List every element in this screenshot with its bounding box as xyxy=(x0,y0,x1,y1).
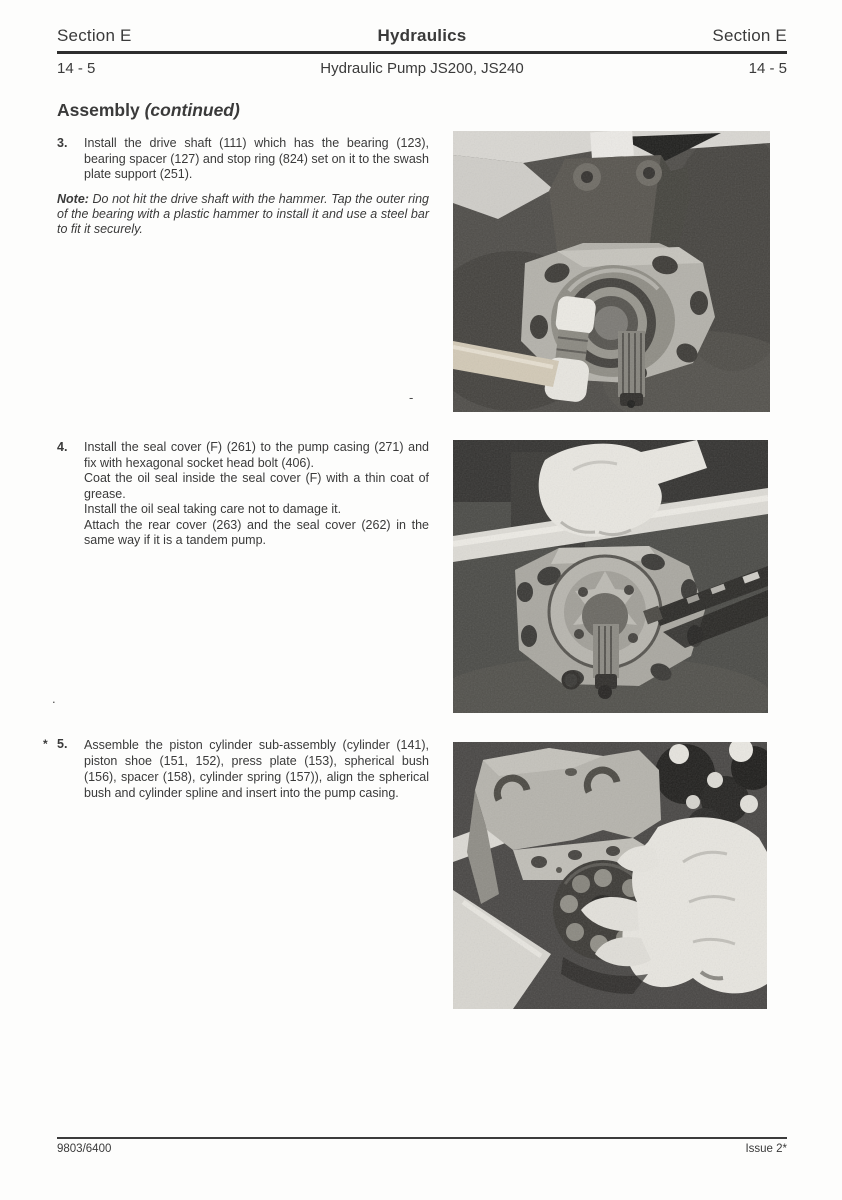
step-5-number: 5. xyxy=(57,737,68,751)
page-header xyxy=(57,26,787,77)
step-5-text: Assemble the piston cylinder sub-assembly (cylinder (141), piston shoe (151, 152), press plate (153), spherical bush (156), spacer (158), cylinder spring (157)), align the spherical bush and cylinder spline and insert into the pump casing. xyxy=(84,738,429,800)
header-rule xyxy=(57,51,787,54)
step4-photo-illustration xyxy=(453,440,768,713)
section-title xyxy=(57,100,240,121)
step-5-asterisk: * xyxy=(43,737,48,751)
page-number-left: 14 - 5 xyxy=(57,60,96,77)
header-row-2 xyxy=(57,60,787,77)
figure-step4-photo xyxy=(453,440,768,713)
step-4-sentence: Coat the oil seal inside the seal cover (F) with a thin coat of grease. xyxy=(84,471,429,501)
step-3-note xyxy=(57,192,429,237)
header-section-left: Section E xyxy=(57,26,132,45)
page-footer xyxy=(57,1143,787,1155)
header-row-1 xyxy=(57,26,787,46)
publication-number: 9803/6400 xyxy=(57,1143,112,1155)
scan-mark-dot: . xyxy=(52,691,56,706)
step-4-sentence: Attach the rear cover (263) and the seal cover (262) in the same way if it is a tandem pump. xyxy=(84,517,429,547)
section-title-main: Assembly xyxy=(57,100,140,120)
step-3-number: 3. xyxy=(57,136,68,150)
step-4 xyxy=(57,440,429,549)
step-3-text: Install the drive shaft (111) which has the bearing (123), bearing spacer (127) and stop ring (824) set on it to the swash plate support (251). xyxy=(84,136,429,181)
step-4-number: 4. xyxy=(57,440,68,454)
step5-photo-illustration xyxy=(453,742,767,1009)
figure-step5-photo xyxy=(453,742,767,1009)
figure-step3-photo xyxy=(453,131,770,412)
step3-photo-illustration xyxy=(453,131,770,412)
step-4-sentence: Install the seal cover (F) (261) to the pump casing (271) and fix with hexagonal socket head bolt (406). xyxy=(84,440,429,470)
step-5 xyxy=(43,737,429,801)
note-label: Note: xyxy=(57,192,89,206)
footer-rule xyxy=(57,1137,787,1139)
step-4-sentence: Install the oil seal taking care not to damage it. xyxy=(84,502,342,516)
step-3 xyxy=(57,136,429,183)
page-number-right: 14 - 5 xyxy=(748,60,787,77)
header-chapter-title: Hydraulics xyxy=(377,26,467,45)
issue-number: Issue 2* xyxy=(745,1143,787,1155)
note-text: Do not hit the drive shaft with the hammer. Tap the outer ring of the bearing with a plastic hammer to install it and use a steel bar to fit it securely. xyxy=(57,192,429,236)
header-subtitle: Hydraulic Pump JS200, JS240 xyxy=(320,60,524,77)
scan-mark-dash: - xyxy=(409,390,414,405)
header-section-right: Section E xyxy=(712,26,787,45)
section-title-continued: (continued) xyxy=(144,100,240,120)
